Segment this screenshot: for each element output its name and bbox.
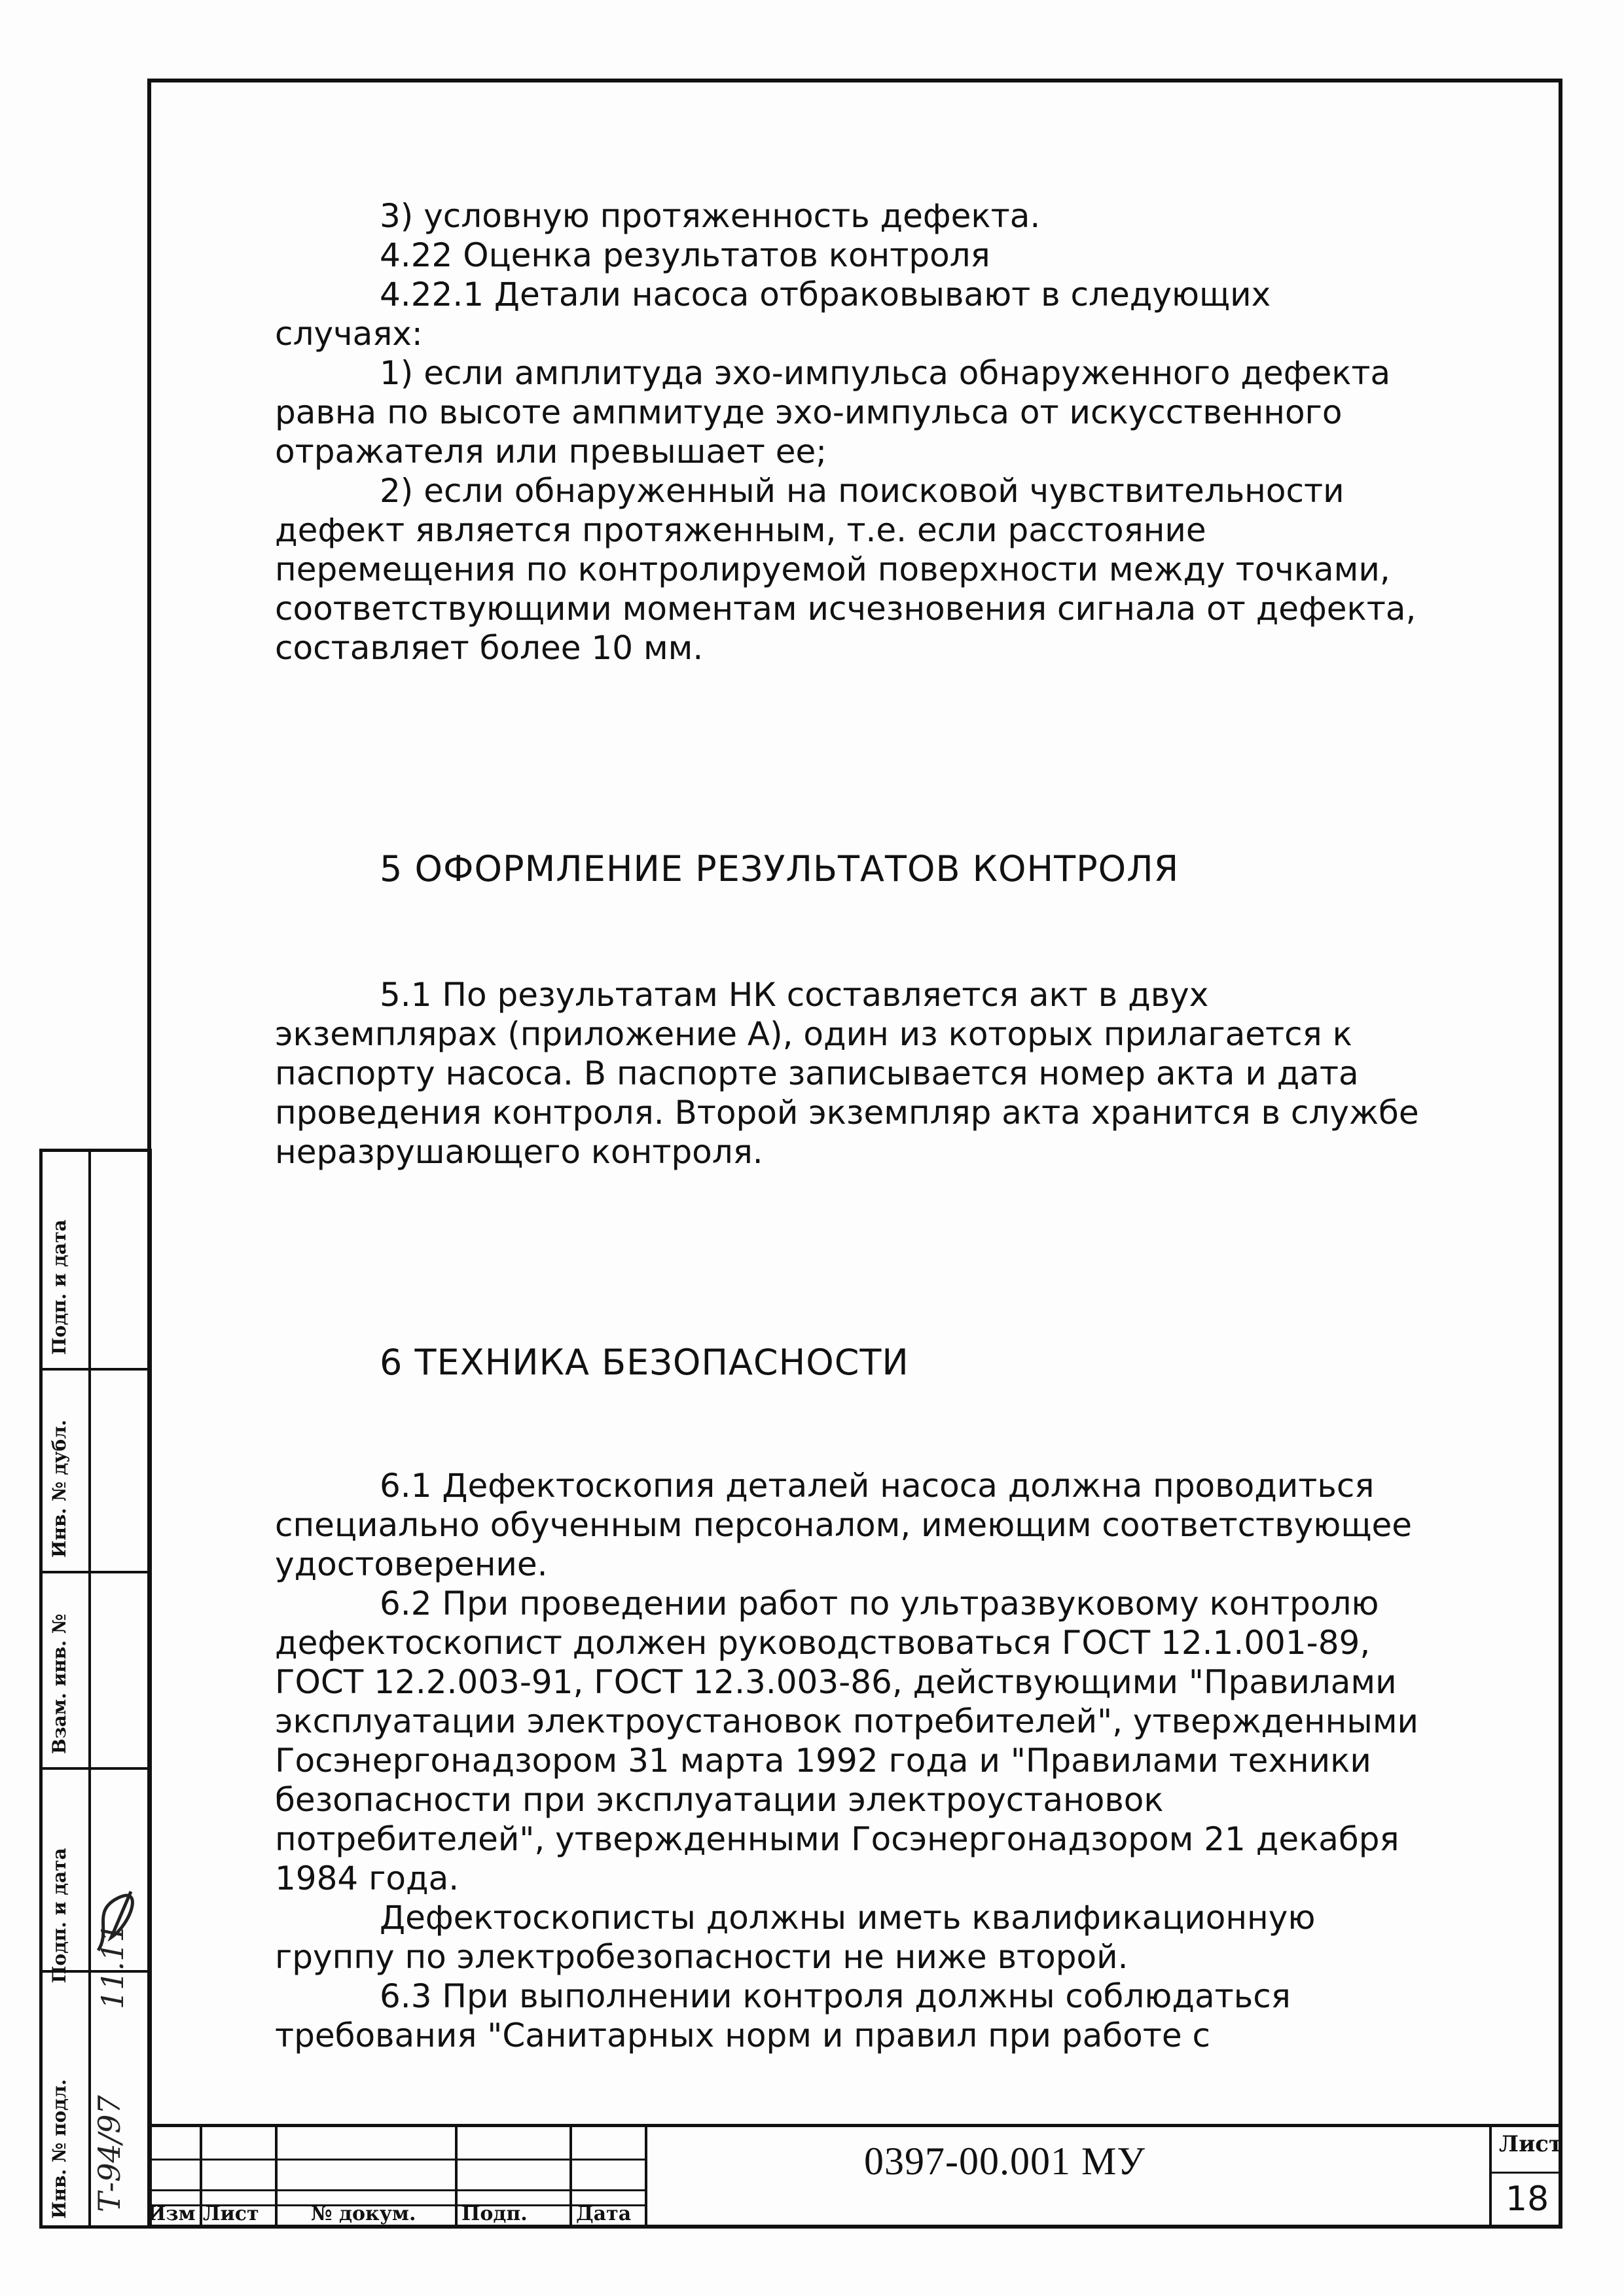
paragraph: 6.3 При выполнении контроля должны соблюдаться требования "Санитарных норм и правил при работе с <box>275 1977 1291 2054</box>
paragraph: 3) условную протяженность дефекта. <box>380 197 1041 235</box>
stamp-label-vzam: Взам. инв. № <box>48 1613 70 1754</box>
title-block-signature: Подп. <box>461 2202 528 2225</box>
section-6-text <box>275 1466 1427 2055</box>
stamp-label-podp-data: Подп. и дата <box>48 1848 70 1983</box>
paragraph: 6.2 При проведении работ по ультразвуковому контролю дефектоскопист должен руководствоваться ГОСТ 12.1.001-89, ГОСТ 12.2.003-91, ГОСТ 12.3.003-86, действующими "Правилами эксплуатации электроустановок потребителей", утвержденными Госэнергонадзором 31 марта 1992 года и "Правилами техники безопасности при эксплуатации электроустановок потребителей", утвержденными Госэнергонадзором 21 декабря 1984 года. <box>275 1585 1419 1897</box>
paragraph: 2) если обнаруженный на поисковой чувствительности дефект является протяженным, т.е. если расстояние перемещения по контролируемой поверхности между точками, соответствующими моментам исчезновения сигнала от дефекта, составляет более 10 мм. <box>275 472 1416 667</box>
paragraph: 1) если амплитуда эхо-импульса обнаруженного дефекта равна по высоте ампмитуде эхо-импульса от искусственного отражателя или превышает ее; <box>275 354 1391 471</box>
title-block-date: Дата <box>576 2202 632 2225</box>
stamp-label-inv-podl: Инв. № подл. <box>48 2079 70 2219</box>
stamp-label-podp-data: Подп. и дата <box>48 1219 70 1355</box>
paragraph: 4.22.1 Детали насоса отбраковывают в следующих случаях: <box>275 276 1271 353</box>
stamp-label-inv-dubl: Инв. № дубл. <box>48 1420 70 1558</box>
paragraph: Дефектоскописты должны иметь квалификационную группу по электробезопасности не ниже второй. <box>275 1899 1316 1976</box>
stamp-handwritten-date: 11.11 <box>95 1923 130 2009</box>
title-block-doc-no: № докум. <box>311 2202 416 2225</box>
paragraph: 6.1 Дефектоскопия деталей насоса должна проводиться специально обученным персоналом, имеющим соответствующее удостоверение. <box>275 1467 1412 1583</box>
paragraph: 4.22 Оценка результатов контроля <box>380 236 990 274</box>
paragraph: 5.1 По результатам НК составляется акт в двух экземплярах (приложение А), один из которых прилагается к паспорту насоса. В паспорте записывается номер акта и дата проведения контроля. Второй экземпляр акта хранится в службе неразрушающего контроля. <box>275 976 1419 1171</box>
title-block-list: Лист <box>203 2202 259 2225</box>
sheet-number: 18 <box>1506 2179 1549 2219</box>
title-block-izm: Изм <box>147 2202 196 2225</box>
section-5-text <box>275 975 1427 1172</box>
document-code: 0397-00.001 МУ <box>864 2140 1146 2183</box>
section-6-heading: 6 ТЕХНИКА БЕЗОПАСНОСТИ <box>380 1342 909 1383</box>
section-4-text <box>275 196 1427 668</box>
handwritten-signature <box>85 1885 144 1957</box>
stamp-handwritten-inv: Т-94/97 <box>92 2095 127 2212</box>
section-5-heading: 5 ОФОРМЛЕНИЕ РЕЗУЛЬТАТОВ КОНТРОЛЯ <box>380 848 1180 889</box>
sheet-label: Лист <box>1499 2131 1563 2157</box>
